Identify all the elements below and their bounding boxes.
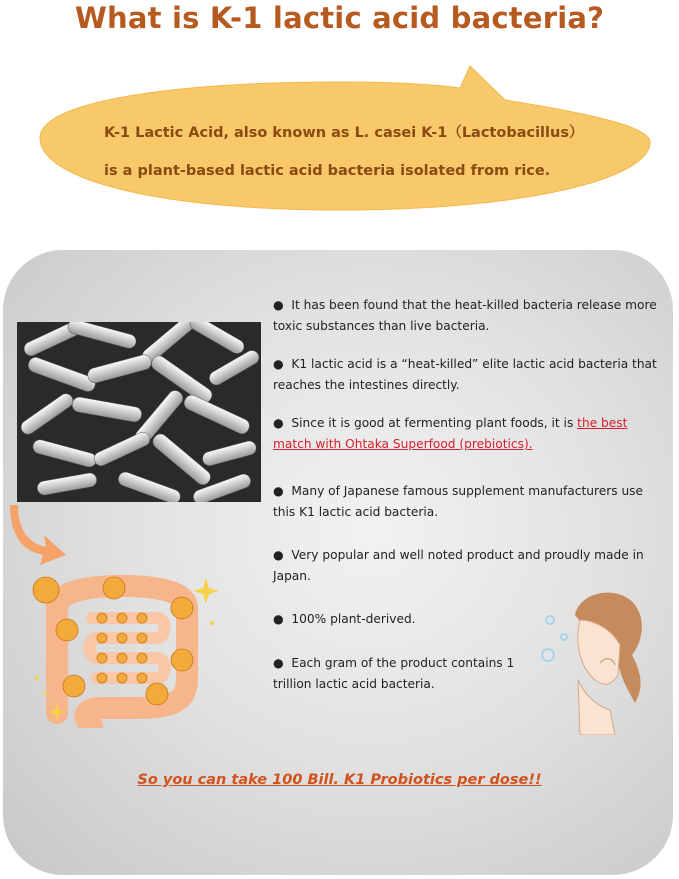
- bullet-text: Very popular and well noted product and proudly made in Japan.: [273, 548, 644, 583]
- highlight-link-text: the best match with Ohtaka Superfood (prebiotics).: [273, 416, 628, 451]
- bullet-text: Each gram of the product contains 1 trillion lactic acid bacteria.: [273, 656, 515, 691]
- bullet-text: It has been found that the heat-killed bacteria release more toxic substances than live bacteria.: [273, 298, 657, 333]
- bullet-text: K1 lactic acid is a “heat-killed” elite lactic acid bacteria that reaches the intestines directly.: [273, 357, 657, 392]
- bullet-mark: ●: [273, 656, 284, 670]
- list-item: [273, 295, 668, 337]
- bullet-mark: ●: [273, 548, 284, 562]
- bullet-text: 100% plant-derived.: [291, 612, 416, 626]
- bullet-text: Since it is good at fermenting plant foods, it is: [291, 416, 578, 430]
- arrow-icon: [10, 505, 70, 565]
- list-item: [273, 354, 668, 396]
- list-item: [273, 481, 668, 523]
- microscope-bacteria-image: [17, 322, 261, 502]
- footer-tagline: So you can take 100 Bill. K1 Probiotics per dose!!: [137, 772, 542, 788]
- intestine-smiley-illustration: [22, 568, 222, 728]
- list-item: [273, 545, 668, 587]
- bullet-mark: ●: [273, 416, 284, 430]
- intro-line-2: is a plant-based lactic acid bacteria isolated from rice.: [104, 163, 551, 179]
- bullet-mark: ●: [273, 612, 284, 626]
- list-item: [273, 653, 538, 695]
- bullet-mark: ●: [273, 298, 284, 312]
- list-item: [273, 413, 668, 455]
- list-item: [273, 609, 668, 630]
- bullet-mark: ●: [273, 484, 284, 498]
- page-title: What is K-1 lactic acid bacteria?: [74, 1, 605, 35]
- bullet-text: Many of Japanese famous supplement manufacturers use this K1 lactic acid bacteria.: [273, 484, 644, 519]
- woman-face-illustration: [540, 585, 660, 735]
- bullet-mark: ●: [273, 357, 284, 371]
- intro-line-1: K-1 Lactic Acid, also known as L. casei K-1（Lactobacillus）: [104, 125, 584, 141]
